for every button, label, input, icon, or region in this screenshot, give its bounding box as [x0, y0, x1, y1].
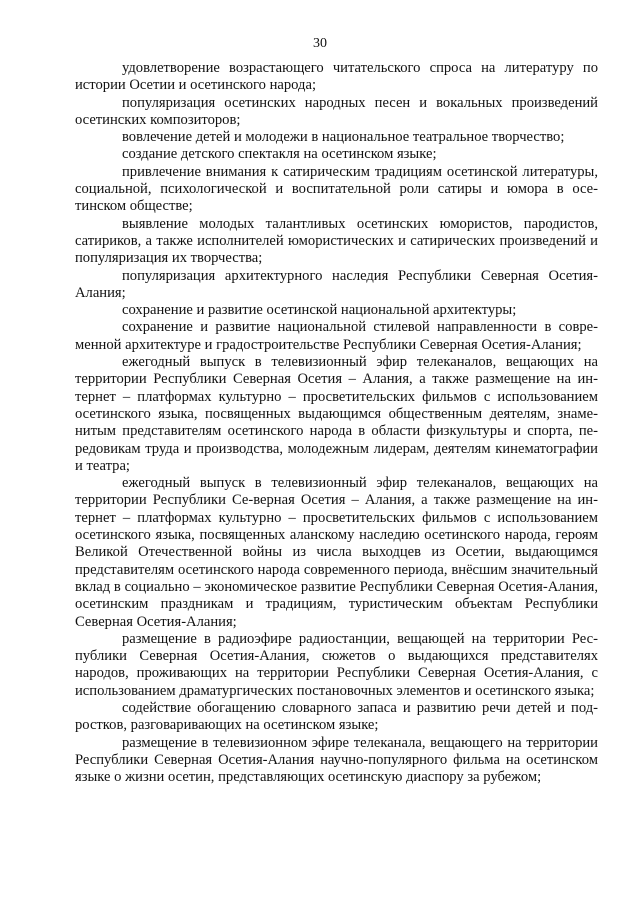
list-item: удовлетворение возрастающего читательского спроса на литературу по истории Осетии и осетинского народа; [75, 60, 598, 94]
list-item: размещение в телевизионном эфире телеканала, вещающего на территории Республики Северная Осетия-Алания научно-популярного фильма на осетинском языке о жизни осетин, представляющих осетинскую диаспору за рубежом; [75, 734, 598, 786]
page-number: 30 [313, 36, 327, 51]
list-item: содействие обогащению словарного запаса и развитию речи детей и подростков, разговаривающих на осетинском языке; [75, 699, 598, 734]
list-item: вовлечение детей и молодежи в национальное театральное творчество; [122, 129, 565, 146]
list-item: привлечение внимания к сатирическим традициям осетинской литературы, социальной, психологической и воспитательной роли сатиры и юмора в осетинском обществе; [75, 163, 598, 215]
list-item: создание детского спектакля на осетинском языке; [122, 146, 437, 163]
list-item: размещение в радиоэфире радиостанции, вещающей на территории Республики Северная Осетия-Алания, сюжетов о выдающихся представителях народов, проживающих на территории Республики Северная Осетия-Алания, с использованием драматургических постановочных элементов и осетинского языка; [75, 630, 598, 699]
list-item: ежегодный выпуск в телевизионный эфир телеканалов, вещающих на территории Республики Се-верная Осетия – Алания, а также размещение на интернет – платформах культурно – просветительских фильмов с использованием осетинского языка, посвященных аланскому наследию осетинского народа, героям Великой Отечественной войны из числа выходцев из Осетии, выдающимся представителям осетинского народа современного периода, внёсшим значительный вклад в социально – экономическое развитие Республики Северная Осетия-Алания, осетинским праздникам и традициям, туристическим объектам Республики Северная Осетия-Алания; [75, 475, 598, 630]
document-body [75, 60, 598, 786]
list-item: популяризация архитектурного наследия Республики Северная Осетия-Алания; [75, 267, 598, 301]
list-item: ежегодный выпуск в телевизионный эфир телеканалов, вещающих на территории Республики Северная Осетия – Алания, а также размещение на интернет – платформах культурно – просветительских фильмов с использованием осетинского языка, посвященных выдающимся общественным деятелям, знаменитым представителям осетинского народа в области физкультуры и спорта, передовикам труда и производства, молодежным лидерам, деятелям кинематографии и театра; [75, 354, 598, 474]
list-item: сохранение и развитие осетинской национальной архитектуры; [122, 302, 517, 319]
list-item: сохранение и развитие национальной стилевой направленности в современной архитектуре и градостроительстве Республики Северная Осетия-Алания; [75, 319, 598, 353]
list-item: популяризация осетинских народных песен и вокальных произведений осетинских композиторов; [75, 94, 598, 128]
list-item: выявление молодых талантливых осетинских юмористов, пародистов, сатириков, а также исполнителей юмористических и сатирических произведений и популяризация их творчества; [75, 215, 598, 267]
